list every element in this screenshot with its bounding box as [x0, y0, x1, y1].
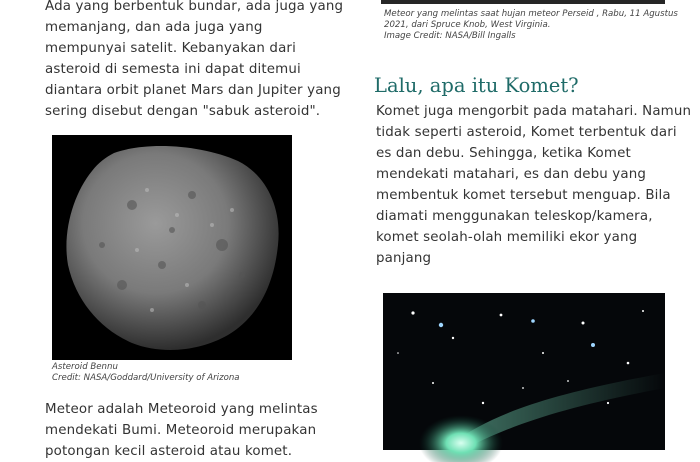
bennu-caption — [52, 362, 312, 384]
asteroid-bennu-image — [52, 135, 292, 360]
perseid-caption-credit: Image Credit: NASA/Bill Ingalls — [384, 31, 516, 41]
asteroid-intro-paragraph: Ada yang berbentuk bundar, ada juga yang memanjang, dan ada juga yang mempunyai satelit. Kebanyakan dari asteroid di semesta ini dapat ditemui diantara orbit planet Mars dan Jupiter yang sering disebut dengan "sabuk asteroid". — [45, 0, 344, 119]
perseid-caption-text: Meteor yang melintas saat hujan meteor Perseid , Rabu, 11 Agustus 2021, dari Spruce Knob, West Virginia. — [384, 9, 678, 30]
section-heading-komet: Lalu, apa itu Komet? — [374, 74, 579, 97]
perseid-caption — [384, 9, 684, 42]
right-column — [360, 0, 700, 450]
comet-image — [383, 293, 665, 450]
meteor-paragraph: Meteor adalah Meteoroid yang melintas mendekati Bumi. Meteoroid merupakan potongan kecil asteroid atau komet. — [45, 402, 318, 459]
left-column — [0, 0, 345, 459]
bennu-caption-credit: Credit: NASA/Goddard/University of Arizona — [52, 373, 240, 383]
perseid-meteor-image — [381, 0, 665, 4]
komet-paragraph: Komet juga mengorbit pada matahari. Namun tidak seperti asteroid, Komet terbentuk dari es dan debu. Sehingga, ketika Komet mendekati matahari, es dan debu yang membentuk komet tersebut menguap. Bila diamati menggunakan teleskop/kamera, komet seolah-olah memiliki ekor yang panjang — [376, 104, 692, 266]
bennu-caption-title: Asteroid Bennu — [52, 362, 118, 372]
